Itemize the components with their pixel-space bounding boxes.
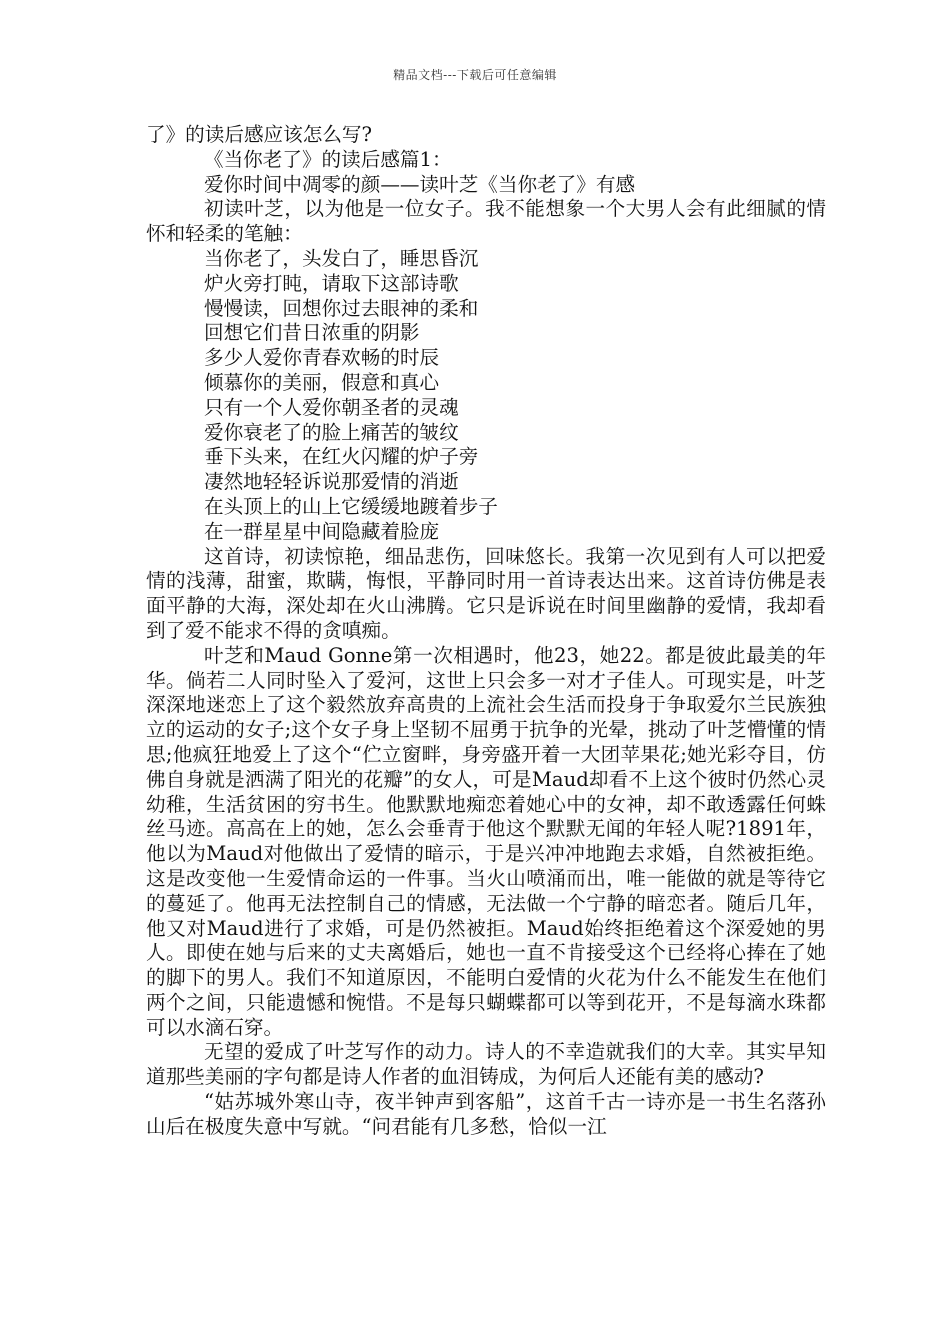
poem-line: 回想它们昔日浓重的阴影 bbox=[204, 321, 420, 345]
paragraph: 初读叶芝，以为他是一位女子。我不能想象一个大男人会有此细腻的情怀和轻柔的笔触： bbox=[146, 197, 826, 246]
poem-line: 只有一个人爱你朝圣者的灵魂 bbox=[204, 395, 459, 419]
paragraph: 爱你时间中凋零的颜——读叶芝《当你老了》有感 bbox=[204, 172, 636, 196]
poem-line: 炉火旁打盹，请取下这部诗歌 bbox=[204, 271, 459, 295]
poem-line: 在一群星星中间隐藏着脸庞 bbox=[204, 519, 440, 543]
poem-line: 在头顶上的山上它缓缓地踱着步子 bbox=[204, 494, 498, 518]
poem-line: 慢慢读，回想你过去眼神的柔和 bbox=[204, 296, 479, 320]
paragraph: “姑苏城外寒山寺，夜半钟声到客船”，这首千古一诗亦是一书生名落孙山后在极度失意中写就。“问君能有几多愁，恰似一江 bbox=[146, 1090, 826, 1138]
paragraph: 这首诗，初读惊艳，细品悲伤，回味悠长。我第一次见到有人可以把爱情的浅薄，甜蜜，欺瞒，悔恨，平静同时用一首诗表达出来。这首诗仿佛是表面平静的大海，深处却在火山沸腾。它只是诉说在时间里幽静的爱情，我却看到了爱不能求不得的贪嗔痴。 bbox=[146, 544, 826, 642]
poem-line: 当你老了，头发白了，睡思昏沉 bbox=[204, 246, 479, 270]
page-header: 精品文档---下载后可任意编辑 bbox=[393, 68, 557, 82]
poem-line: 垂下头来，在红火闪耀的炉子旁 bbox=[204, 445, 479, 469]
poem-line: 倾慕你的美丽，假意和真心 bbox=[204, 370, 440, 394]
poem-line: 爱你衰老了的脸上痛苦的皱纹 bbox=[204, 420, 459, 444]
paragraph: 《当你老了》的读后感篇1： bbox=[204, 147, 452, 171]
paragraph: 无望的爱成了叶芝写作的动力。诗人的不幸造就我们的大幸。其实早知道那些美丽的字句都是诗人作者的血泪铸成，为何后人还能有美的感动? bbox=[146, 1040, 826, 1089]
poem-line: 凄然地轻轻诉说那爱情的消逝 bbox=[204, 470, 459, 494]
paragraph: 了》的读后感应该怎么写? bbox=[146, 123, 373, 146]
poem-line: 多少人爱你青春欢畅的时辰 bbox=[204, 346, 440, 370]
paragraph: 叶芝和Maud Gonne第一次相遇时，他23，她22。都是彼此最美的年华。倘若二人同时坠入了爱河，这世上只会多一对才子佳人。可现实是，叶芝深深地迷恋上了这个毅然放弃高贵的上流社会生活而投身于争取爱尔兰民族独立的运动的女子;这个女子身上坚韧不屈勇于抗争的光晕，挑动了叶芝懵懂的情思;他疯狂地爱上了这个“伫立窗畔，身旁盛开着一大团苹果花;她光彩夺目，仿佛自身就是洒满了阳光的花瓣”的女人，可是Maud却看不上这个彼时仍然心灵幼稚，生活贫困的穷书生。他默默地痴恋着她心中的女神，却不敢透露任何蛛丝马迹。高高在上的她，怎么会垂青于他这个默默无闻的年轻人呢?1891年，他以为Maud对他做出了爱情的暗示，于是兴冲冲地跑去求婚，自然被拒绝。这是改变他一生爱情命运的一件事。当火山喷涌而出，唯一能做的就是等待它的蔓延了。他再无法控制自己的情感，无法做一个宁静的暗恋者。随后几年，他又对Maud进行了求婚，可是仍然被拒。Maud始终拒绝着这个深爱她的男人。即使在她与后来的丈夫离婚后，她也一直不肯接受这个已经将心捧在了她的脚下的男人。我们不知道原因，不能明白爱情的火花为什么不能发生在他们两个之间，只能遗憾和惋惜。不是每只蝴蝶都可以等到花开，不是每滴水珠都可以水滴石穿。 bbox=[146, 643, 826, 1039]
document-body bbox=[146, 123, 826, 1140]
